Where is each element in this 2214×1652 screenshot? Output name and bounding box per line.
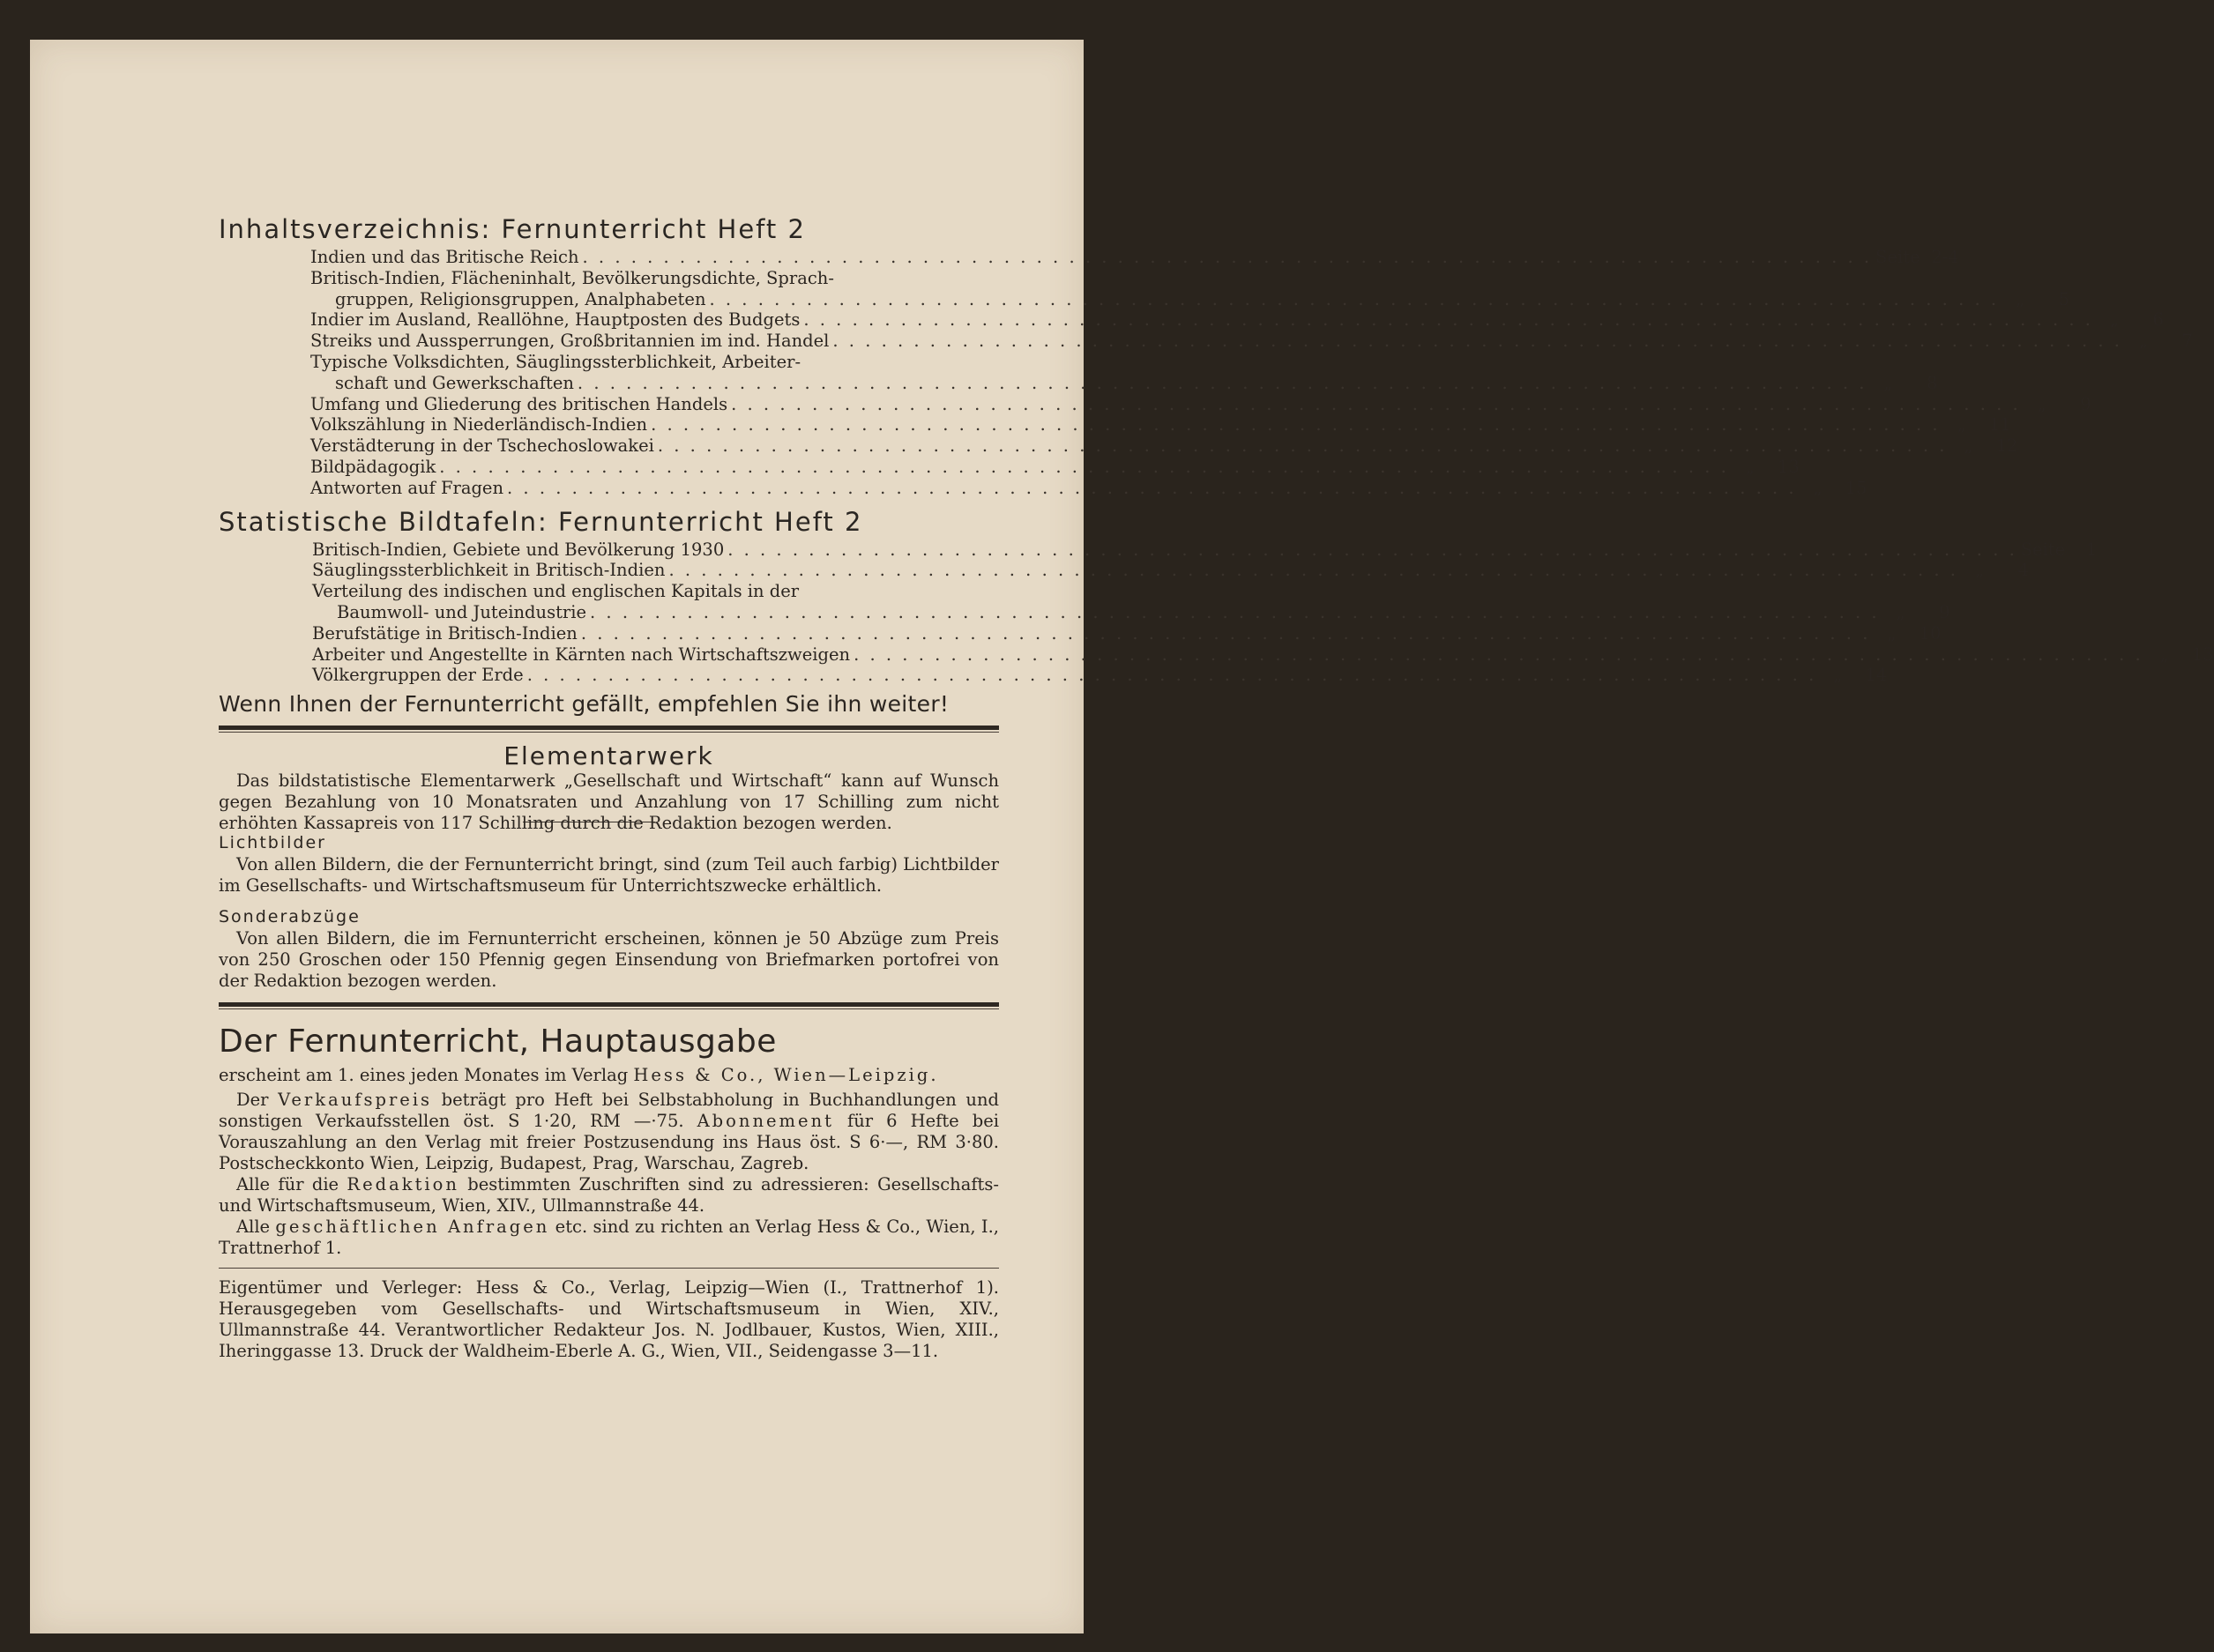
page-number: 8 [1927,372,1938,393]
page-marker: „ [1887,622,1897,644]
toc-entry [310,414,2011,435]
toc-entry-line1 [310,268,999,289]
page-marker: „ [1957,414,1966,435]
p3-a: Alle [236,1217,276,1238]
recommend-line: Wenn Ihnen der Fernunterricht gefällt, empfehlen Sie ihn weiter! [219,691,950,718]
leader-dots: . . . . . . . . . . . . . . . . . . . . . . . . . . . . . . . . . . . . . . . . . . . . . . . . . . . . . . . . . . . . . . . . . . . . . . . . . . . . . . . . [590,601,1880,622]
p3-anfragen: geschäftlichen Anfragen [275,1217,550,1238]
lichtbilder-title: Lichtbilder [219,833,326,853]
toc-entry-line1 [310,352,999,373]
leader-dots: . . . . . . . . . . . . . . . . . . . . . . . . . . . . . . . . . . . . . . . . . . . . . . . . . . . . . . . . . . . . . . . . . . . . . . . . . . . . . . . . [526,665,1817,686]
p1-verkaufspreis: Verkaufspreis [278,1090,433,1111]
plates-list [312,539,2214,687]
leader-dots: . . . . . . . . . . . . . . . . . . . . . . . . . . . . . . . . . . . . . . . . . . . . . . . . . . . . . . . . . . . . . . . . . . . . . . . . . . . . . . . . [577,372,1867,393]
toc-entry-text: Indier im Ausland, Reallöhne, Hauptposten des Budgets [310,309,801,331]
toc-entry [312,560,2029,581]
toc-entry-text: Umfang und Gliederung des britischen Handels [310,393,728,414]
page-content [219,213,2214,1362]
toc-entry [312,601,1950,623]
leader-dots: . . . . . . . . . . . . . . . . . . . . . . . . . . . . . . . . . . . . . . . . . . . . . . . . . . . . . . . . . . . . . . . . . . . . . . . . . . . . . . . . [803,309,2093,331]
leader-dots: . . . . . . . . . . . . . . . . . . . . . . . . . . . . . . . . . . . . . . . . . . . . . . . . . . . . . . . . . . . . . . . . . . . . . . . . . . . . . . . . [854,644,2143,665]
toc-entry-text: Streiks und Aussperrungen, Großbritannien im ind. Handel [310,331,830,352]
page-marker: „ [1833,665,1843,686]
page-marker: „ [1974,560,1985,581]
page-marker: „ [2138,331,2149,352]
leader-dots: . . . . . . . . . . . . . . . . . . . . . . . . . . . . . . . . . . . . . . . . . . . . . . . . . . . . . . . . . . . . . . . . . . . . . . . . . . . . . . . . [731,393,2021,414]
toc-entry [310,393,2091,415]
hauptausgabe-publisher: Hess & Co., Wien—Leipzig. [633,1065,939,1086]
page-number: 5 [2058,288,2070,309]
toc-entry [310,372,1938,394]
page-number: 9 [1939,601,1950,622]
p1-a: Der [236,1090,279,1111]
toc-entry [312,622,1942,644]
sonderabzuege-text [219,928,999,992]
divider-thin-2 [219,1008,999,1009]
hauptausgabe-p2 [219,1174,999,1217]
p1-c: für 6 Hefte bei Vorauszahlung an den Verlag mit freier Postzusendung ins Haus öst. S 6·—, RM 3·80. Postscheckkonto Wien, Leipzig, Budapest, Prag, Warschau, Zagreb. [219,1111,999,1174]
hauptausgabe-line1 [219,1065,999,1086]
toc-entry-text: Antworten auf Fragen [310,477,504,498]
toc-entry [310,435,2018,457]
page-number: 13 [1778,456,1800,477]
hauptausgabe-line1-text: erscheint am 1. eines jeden Monates im Verlag [219,1065,634,1086]
leader-dots: . . . . . . . . . . . . . . . . . . . . . . . . . . . . . . . . . . . . . . . . . . . . . . . . . . . . . . . . . . . . . . . . . . . . . . . . . . . . . . . . [657,435,1948,457]
page-number: 12 [1995,435,2018,457]
page-number: 7 [2181,331,2193,352]
leader-dots: . . . . . . . . . . . . . . . . . . . . . . . . . . . . . . . . . . . . . . . . . . . . . . . . . . . . . . . . . . . . . . . . . . . . . . . . . . . . . . . . [651,414,1941,435]
toc-entry [312,644,2214,666]
page-marker: „ [2109,309,2119,331]
toc-entry [312,539,2098,561]
p2-b: bestimmten Zuschriften sind zu adressieren: Gesellschafts- und Wirtschaftsmuseum, Wien, XIV., Ullmannstraße 44. [219,1174,999,1217]
page-number: 6 [2152,309,2164,331]
toc-entry-text: Britisch-Indien, Flächeninhalt, Bevölkerungsdichte, Sprach- [310,267,834,288]
toc-entry [310,456,1800,478]
page-number: 11 [1988,414,2011,435]
page-number: 9 [2080,393,2091,414]
page-marker: „ [1745,456,1755,477]
lichtbilder-text [219,854,999,897]
toc-entry [310,288,2070,310]
page-marker: Seite [2020,539,2066,560]
leader-dots: . . . . . . . . . . . . . . . . . . . . . . . . . . . . . . . . . . . . . . . . . . . . . . . . . . . . . . . . . . . . . . . . . . . . . . . . . . . . . . . . [709,288,2000,309]
toc-entry-text: Arbeiter und Angestellte in Kärnten nach Wirtschaftszweigen [312,644,851,665]
toc-entry-continuation: gruppen, Religionsgruppen, Analphabeten [335,288,706,309]
toc-entry-text: Britisch-Indien, Gebiete und Bevölkerung 1930 [312,539,725,560]
page-number: 10 [1919,622,1942,644]
divider-thin [219,732,999,733]
leader-dots: . . . . . . . . . . . . . . . . . . . . . . . . . . . . . . . . . . . . . . . . . . . . . . . . . . . . . . . . . . . . . . . . . . . . . . . . . . . . . . . . [507,477,1797,498]
toc-entry-text: Volkszählung in Niederländisch-Indien [310,414,648,435]
divider-thick-2 [219,1002,999,1007]
page-marker: „ [1883,372,1893,393]
sonderabzuege-body: Von allen Bildern, die im Fernunterricht erscheinen, können je 50 Abzüge zum Preis von 250 Groschen oder 150 Pfennig gegen Einsendung von Briefmarken portofrei von der Redaktion bezogen werden. [219,928,999,992]
toc-entry [310,331,2193,352]
leader-dots: . . . . . . . . . . . . . . . . . . . . . . . . . . . . . . . . . . . . . . . . . . . . . . . . . . . . . . . . . . . . . . . . . . . . . . . . . . . . . . . . [727,539,2017,560]
toc-entry-text: Indien und das Britische Reich [310,247,579,267]
toc-entry-text: Berufstätige in Britisch-Indien [312,622,578,644]
hauptausgabe-p3 [219,1217,999,1259]
page-marker: „ [1896,601,1905,622]
hauptausgabe-p1 [219,1090,999,1174]
page-marker: „ [2159,644,2169,665]
toc-entry-continuation: schaft und Gewerkschaften [335,372,574,393]
toc-list [310,247,2193,499]
lichtbilder-body: Von allen Bildern, die der Fernunterricht bringt, sind (zum Teil auch farbig) Lichtbilder im Gesellschafts- und Wirtschaftsmuseum für Unterrichtszwecke erhältlich. [219,854,999,897]
page-number: 4 [2017,560,2029,581]
page-number: 2-4 [1931,247,1959,267]
toc-entry-text: Völkergruppen der Erde [312,665,524,686]
leader-dots: . . . . . . . . . . . . . . . . . . . . . . . . . . . . . . . . . . . . . . . . . . . . . . . . . . . . . . . . . . . . . . . . . . . . . . . . . . . . . . . . [439,456,1729,477]
toc-entry-text: Bildpädagogik [310,456,436,477]
toc-entry-text: Säuglingssterblichkeit in Britisch-Indien [312,560,666,581]
page-number: 14 [1865,665,1888,686]
p3-b: etc. sind zu richten an Verlag Hess & Co., Wien, I., Trattnerhof 1. [219,1217,1000,1259]
impressum: Eigentümer und Verleger: Hess & Co., Verlag, Leipzig—Wien (I., Trattnerhof 1). Herausgegeben vom Gesellschafts- und Wirtschaftsmuseum in Wien, XIV., Ullmannstraße 44. Verantwortlicher Redakteur Jos. N. Jodlbauer, Kustos, Wien, XIII., Iheringgasse 13. Druck der Waldheim-Eberle A. G., Wien, VII., Seidengasse 3—11. [219,1277,999,1362]
page-marker: „ [2037,393,2046,414]
leader-dots: . . . . . . . . . . . . . . . . . . . . . . . . . . . . . . . . . . . . . . . . . . . . . . . . . . . . . . . . . . . . . . . . . . . . . . . . . . . . . . . . [668,560,1958,581]
toc-entry [310,309,2164,331]
leader-dots: . . . . . . . . . . . . . . . . . . . . . . . . . . . . . . . . . . . . . . . . . . . . . . . . . . . . . . . . . . . . . . . . . . . . . . . . . . . . . . . . [582,247,1873,267]
elementarwerk-body: Das bildstatistische Elementarwerk „Gesellschaft und Wirtschaft“ kann auf Wunsch gegen Bezahlung von 10 Monatsraten und Anzahlung von 17 Schilling zum nicht erhöhten Kassapreis von 117 Schilling durch die Redaktion bezogen werden. [219,770,999,834]
leader-dots: . . . . . . . . . . . . . . . . . . . . . . . . . . . . . . . . . . . . . . . . . . . . . . . . . . . . . . . . . . . . . . . . . . . . . . . . . . . . . . . . [832,331,2122,352]
p1-b: beträgt pro Heft bei Selbstabholung in Buchhandlungen und sonstigen Verkaufsstellen öst. S 1·20, RM —·75. [219,1090,999,1132]
p2-redaktion: Redaktion [347,1174,459,1195]
toc-entry-continuation: Baumwoll- und Juteindustrie [337,601,587,622]
leader-dots: . . . . . . . . . . . . . . . . . . . . . . . . . . . . . . . . . . . . . . . . . . . . . . . . . . . . . . . . . . . . . . . . . . . . . . . . . . . . . . . . [580,622,1871,644]
toc-entry [312,665,1888,686]
p1-abonnement: Abonnement [697,1111,834,1132]
toc-entry-text: Verteilung des indischen und englischen Kapitals in der [312,581,800,602]
page-marker: „ [1813,477,1823,498]
toc-entry-text: Verstädterung in der Tschechoslowakei [310,435,654,457]
toc-heading: Inhaltsverzeichnis: Fernunterricht Heft 2 [219,214,806,244]
elementarwerk-text [219,770,999,834]
toc-entry-line1 [312,581,999,602]
p2-a: Alle für die [236,1174,347,1195]
page-number: 15 [1845,477,1867,498]
page-marker: „ [1964,435,1973,457]
toc-entry [310,477,1867,499]
page-marker: Seite [1875,247,1920,267]
divider-thick [219,726,999,730]
page-marker: „ [2016,288,2025,309]
hauptausgabe-title: Der Fernunterricht, Hauptausgabe [219,1023,777,1060]
page-number: 13 [2191,644,2214,665]
toc-entry [310,247,1959,268]
plates-heading: Statistische Bildtafeln: Fernunterricht Heft 2 [219,506,863,537]
page-number: 1 [2085,539,2098,560]
sonderabzuege-title: Sonderabzüge [219,907,361,927]
divider-impressum [219,1268,999,1269]
toc-entry-text: Typische Volksdichten, Säuglingssterblichkeit, Arbeiter- [310,351,801,372]
elementarwerk-title: Elementarwerk [503,741,714,771]
